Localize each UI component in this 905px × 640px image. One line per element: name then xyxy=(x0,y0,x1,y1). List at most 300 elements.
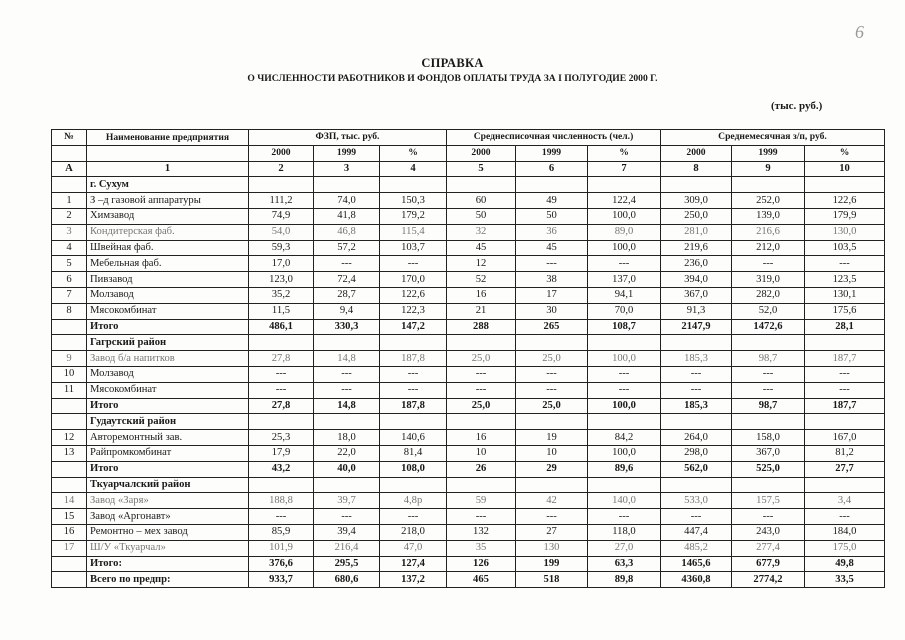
table-row xyxy=(52,382,885,398)
value-cell: 25,0 xyxy=(516,351,588,367)
value-cell: 122,6 xyxy=(805,193,885,209)
table-row xyxy=(52,430,885,446)
enterprise-name: Кондитерская фаб. xyxy=(87,224,249,240)
value-cell: 216,6 xyxy=(732,224,805,240)
value-cell: 123,0 xyxy=(249,272,314,288)
row-number: 9 xyxy=(52,351,87,367)
value-cell: 10 xyxy=(516,445,588,461)
enterprise-name: Итого xyxy=(87,461,249,477)
value-cell: --- xyxy=(516,366,588,382)
total-row xyxy=(52,398,885,414)
value-cell: --- xyxy=(588,256,661,272)
value-cell: --- xyxy=(516,382,588,398)
value-cell: 1472,6 xyxy=(732,319,805,335)
value-cell: 17 xyxy=(516,287,588,303)
row-number: 13 xyxy=(52,445,87,461)
value-cell: 130,0 xyxy=(805,224,885,240)
value-cell: 167,0 xyxy=(805,430,885,446)
enterprise-name: Пивзавод xyxy=(87,272,249,288)
section-row xyxy=(52,477,885,493)
value-cell: 486,1 xyxy=(249,319,314,335)
value-cell: 137,0 xyxy=(588,272,661,288)
value-cell: 28,7 xyxy=(314,287,380,303)
value-cell: 123,5 xyxy=(805,272,885,288)
value-cell: 140,6 xyxy=(380,430,447,446)
value-cell: 29 xyxy=(516,461,588,477)
value-cell: 933,7 xyxy=(249,572,314,588)
value-cell: 367,0 xyxy=(661,287,732,303)
value-cell: 45 xyxy=(447,240,516,256)
value-cell: --- xyxy=(661,509,732,525)
corner-mark: 6 xyxy=(855,22,864,42)
value-cell: 89,0 xyxy=(588,224,661,240)
value-cell: 309,0 xyxy=(661,193,732,209)
header-fzp: ФЗП, тыс. руб. xyxy=(249,130,447,146)
value-cell: 22,0 xyxy=(314,445,380,461)
value-cell: 59 xyxy=(447,493,516,509)
value-cell: 16 xyxy=(447,287,516,303)
value-cell: 81,2 xyxy=(805,445,885,461)
value-cell: 140,0 xyxy=(588,493,661,509)
value-cell: 199 xyxy=(516,556,588,572)
value-cell: 27 xyxy=(516,524,588,540)
value-cell: 179,9 xyxy=(805,208,885,224)
header-headcount: Среднесписочная численность (чел.) xyxy=(447,130,661,146)
value-cell: 25,0 xyxy=(516,398,588,414)
value-cell: 28,1 xyxy=(805,319,885,335)
value-cell: 14,8 xyxy=(314,351,380,367)
value-cell: 100,0 xyxy=(588,445,661,461)
header-name: Наименование предприятия xyxy=(87,130,249,146)
value-cell: --- xyxy=(805,256,885,272)
total-row xyxy=(52,461,885,477)
page-subtitle: О ЧИСЛЕННОСТИ РАБОТНИКОВ И ФОНДОВ ОПЛАТЫ ТРУДА ЗА I ПОЛУГОДИЕ 2000 Г. xyxy=(247,73,658,84)
value-cell: 179,2 xyxy=(380,208,447,224)
value-cell: 21 xyxy=(447,303,516,319)
value-cell: 147,2 xyxy=(380,319,447,335)
value-cell: --- xyxy=(805,366,885,382)
value-cell: 175,0 xyxy=(805,540,885,556)
value-cell: 52,0 xyxy=(732,303,805,319)
value-cell: 157,5 xyxy=(732,493,805,509)
page-title: СПРАВКА xyxy=(421,56,484,70)
value-cell: 30 xyxy=(516,303,588,319)
table-row xyxy=(52,303,885,319)
value-cell: 122,4 xyxy=(588,193,661,209)
column-number-row xyxy=(52,161,885,177)
report-table xyxy=(51,129,885,588)
row-number: 16 xyxy=(52,524,87,540)
header-year-cell: % xyxy=(805,145,885,161)
value-cell: 252,0 xyxy=(732,193,805,209)
value-cell: 46,8 xyxy=(314,224,380,240)
table-row xyxy=(52,240,885,256)
table-row xyxy=(52,256,885,272)
enterprise-name: Ремонтно – мех завод xyxy=(87,524,249,540)
header-year-cell: 1999 xyxy=(516,145,588,161)
value-cell: 27,8 xyxy=(249,398,314,414)
enterprise-name: Завод «Аргонавт» xyxy=(87,509,249,525)
value-cell: 84,2 xyxy=(588,430,661,446)
value-cell: 264,0 xyxy=(661,430,732,446)
value-cell: --- xyxy=(249,382,314,398)
row-number: 1 xyxy=(52,193,87,209)
value-cell: 27,7 xyxy=(805,461,885,477)
value-cell: 25,0 xyxy=(447,398,516,414)
value-cell: 100,0 xyxy=(588,208,661,224)
row-number xyxy=(52,398,87,414)
table-row xyxy=(52,272,885,288)
value-cell: 19 xyxy=(516,430,588,446)
report-body xyxy=(52,161,885,588)
row-number: 10 xyxy=(52,366,87,382)
value-cell: 2147,9 xyxy=(661,319,732,335)
enterprise-name: Всего по предпр: xyxy=(87,572,249,588)
value-cell: 10 xyxy=(447,445,516,461)
header-year-cell: 1999 xyxy=(314,145,380,161)
row-number: 14 xyxy=(52,493,87,509)
value-cell: 562,0 xyxy=(661,461,732,477)
value-cell: 63,3 xyxy=(588,556,661,572)
value-cell: --- xyxy=(588,382,661,398)
value-cell: 100,0 xyxy=(588,351,661,367)
enterprise-name: Химзавод xyxy=(87,208,249,224)
value-cell: 103,5 xyxy=(805,240,885,256)
value-cell: 91,3 xyxy=(661,303,732,319)
value-cell: 250,0 xyxy=(661,208,732,224)
enterprise-name: Швейная фаб. xyxy=(87,240,249,256)
value-cell: --- xyxy=(661,366,732,382)
header-salary: Среднемесячная з/п, руб. xyxy=(661,130,885,146)
value-cell: --- xyxy=(588,509,661,525)
value-cell: 111,2 xyxy=(249,193,314,209)
section-name: Гудаутский район xyxy=(87,414,249,430)
enterprise-name: Мясокомбинат xyxy=(87,382,249,398)
row-number: 4 xyxy=(52,240,87,256)
row-number: 2 xyxy=(52,208,87,224)
header-year-cell: 1999 xyxy=(732,145,805,161)
value-cell: 376,6 xyxy=(249,556,314,572)
value-cell: 89,8 xyxy=(588,572,661,588)
table-row xyxy=(52,524,885,540)
value-cell: 33,5 xyxy=(805,572,885,588)
value-cell: 94,1 xyxy=(588,287,661,303)
value-cell: --- xyxy=(732,509,805,525)
value-cell: --- xyxy=(732,256,805,272)
value-cell: --- xyxy=(516,256,588,272)
value-cell: --- xyxy=(732,366,805,382)
row-number xyxy=(52,319,87,335)
value-cell: 18,0 xyxy=(314,430,380,446)
value-cell: 187,7 xyxy=(805,351,885,367)
value-cell: 218,0 xyxy=(380,524,447,540)
value-cell: 50 xyxy=(516,208,588,224)
value-cell: 298,0 xyxy=(661,445,732,461)
value-cell: 45 xyxy=(516,240,588,256)
enterprise-name: Молзавод xyxy=(87,287,249,303)
row-number xyxy=(52,572,87,588)
enterprise-name: Молзавод xyxy=(87,366,249,382)
column-number-cell: 7 xyxy=(588,161,661,177)
value-cell: --- xyxy=(588,366,661,382)
total-row xyxy=(52,572,885,588)
value-cell: 60 xyxy=(447,193,516,209)
value-cell: --- xyxy=(447,382,516,398)
value-cell: 27,8 xyxy=(249,351,314,367)
value-cell: 70,0 xyxy=(588,303,661,319)
value-cell: 465 xyxy=(447,572,516,588)
value-cell: 4,8р xyxy=(380,493,447,509)
value-cell: 4360,8 xyxy=(661,572,732,588)
header-year-cell: 2000 xyxy=(447,145,516,161)
value-cell: 132 xyxy=(447,524,516,540)
column-number-cell: 3 xyxy=(314,161,380,177)
value-cell: 43,2 xyxy=(249,461,314,477)
value-cell: 49 xyxy=(516,193,588,209)
value-cell: 118,0 xyxy=(588,524,661,540)
value-cell: 38 xyxy=(516,272,588,288)
table-row xyxy=(52,540,885,556)
value-cell: 85,9 xyxy=(249,524,314,540)
value-cell: 26 xyxy=(447,461,516,477)
value-cell: --- xyxy=(249,366,314,382)
value-cell: --- xyxy=(661,382,732,398)
column-number-cell: 5 xyxy=(447,161,516,177)
header-year-cell: % xyxy=(380,145,447,161)
value-cell: 25,3 xyxy=(249,430,314,446)
value-cell: 216,4 xyxy=(314,540,380,556)
value-cell: --- xyxy=(314,256,380,272)
value-cell: 319,0 xyxy=(732,272,805,288)
value-cell: 187,8 xyxy=(380,398,447,414)
row-number: 3 xyxy=(52,224,87,240)
value-cell: --- xyxy=(516,509,588,525)
value-cell: 367,0 xyxy=(732,445,805,461)
column-number-cell: 2 xyxy=(249,161,314,177)
value-cell: 184,0 xyxy=(805,524,885,540)
value-cell: 40,0 xyxy=(314,461,380,477)
table-row xyxy=(52,493,885,509)
value-cell: 150,3 xyxy=(380,193,447,209)
value-cell: 103,7 xyxy=(380,240,447,256)
value-cell: --- xyxy=(380,366,447,382)
value-cell: 525,0 xyxy=(732,461,805,477)
value-cell: 265 xyxy=(516,319,588,335)
value-cell: 81,4 xyxy=(380,445,447,461)
value-cell: 219,6 xyxy=(661,240,732,256)
column-number-cell: 10 xyxy=(805,161,885,177)
value-cell: 330,3 xyxy=(314,319,380,335)
value-cell: 1465,6 xyxy=(661,556,732,572)
value-cell: 188,8 xyxy=(249,493,314,509)
section-row xyxy=(52,335,885,351)
column-number-cell: 9 xyxy=(732,161,805,177)
row-number xyxy=(52,461,87,477)
column-number-cell: 1 xyxy=(87,161,249,177)
enterprise-name: Завод «Заря» xyxy=(87,493,249,509)
value-cell: 447,4 xyxy=(661,524,732,540)
value-cell: --- xyxy=(447,366,516,382)
value-cell: 236,0 xyxy=(661,256,732,272)
value-cell: 74,9 xyxy=(249,208,314,224)
value-cell: 485,2 xyxy=(661,540,732,556)
column-number-cell: 4 xyxy=(380,161,447,177)
value-cell: 137,2 xyxy=(380,572,447,588)
value-cell: 14,8 xyxy=(314,398,380,414)
table-row xyxy=(52,351,885,367)
enterprise-name: Ш/У «Ткуарчал» xyxy=(87,540,249,556)
header-num: № xyxy=(52,130,87,146)
row-number: 7 xyxy=(52,287,87,303)
value-cell: 42 xyxy=(516,493,588,509)
value-cell: 394,0 xyxy=(661,272,732,288)
table-row xyxy=(52,287,885,303)
value-cell: 39,7 xyxy=(314,493,380,509)
value-cell: 50 xyxy=(447,208,516,224)
table-row xyxy=(52,445,885,461)
enterprise-name: Итого xyxy=(87,319,249,335)
value-cell: 170,0 xyxy=(380,272,447,288)
column-number-cell: 8 xyxy=(661,161,732,177)
table-row xyxy=(52,509,885,525)
value-cell: --- xyxy=(314,366,380,382)
value-cell: 35,2 xyxy=(249,287,314,303)
value-cell: 122,6 xyxy=(380,287,447,303)
enterprise-name: З –д газовой аппаратуры xyxy=(87,193,249,209)
value-cell: --- xyxy=(805,382,885,398)
section-name: Гагрский район xyxy=(87,335,249,351)
value-cell: 25,0 xyxy=(447,351,516,367)
header-years-row xyxy=(52,145,885,161)
enterprise-name: Мясокомбинат xyxy=(87,303,249,319)
row-number: 15 xyxy=(52,509,87,525)
value-cell: 187,7 xyxy=(805,398,885,414)
row-number: 12 xyxy=(52,430,87,446)
value-cell: 32 xyxy=(447,224,516,240)
value-cell: 185,3 xyxy=(661,398,732,414)
value-cell: 212,0 xyxy=(732,240,805,256)
value-cell: --- xyxy=(249,509,314,525)
value-cell: 533,0 xyxy=(661,493,732,509)
value-cell: 122,3 xyxy=(380,303,447,319)
value-cell: --- xyxy=(380,509,447,525)
table-row xyxy=(52,224,885,240)
value-cell: 243,0 xyxy=(732,524,805,540)
value-cell: 187,8 xyxy=(380,351,447,367)
value-cell: 98,7 xyxy=(732,351,805,367)
value-cell: 100,0 xyxy=(588,398,661,414)
header-year-cell: % xyxy=(588,145,661,161)
value-cell: 47,0 xyxy=(380,540,447,556)
value-cell: 39,4 xyxy=(314,524,380,540)
enterprise-name: Итого xyxy=(87,398,249,414)
value-cell: 16 xyxy=(447,430,516,446)
value-cell: --- xyxy=(314,509,380,525)
value-cell: 158,0 xyxy=(732,430,805,446)
enterprise-name: Итого: xyxy=(87,556,249,572)
table-row xyxy=(52,208,885,224)
value-cell: 126 xyxy=(447,556,516,572)
value-cell: 72,4 xyxy=(314,272,380,288)
value-cell: 17,0 xyxy=(249,256,314,272)
section-row xyxy=(52,414,885,430)
value-cell: 130,1 xyxy=(805,287,885,303)
value-cell: 52 xyxy=(447,272,516,288)
row-number: 6 xyxy=(52,272,87,288)
value-cell: 127,4 xyxy=(380,556,447,572)
value-cell: 36 xyxy=(516,224,588,240)
section-row xyxy=(52,177,885,193)
currency-note: (тыс. руб.) xyxy=(771,100,823,112)
value-cell: 680,6 xyxy=(314,572,380,588)
enterprise-name: Завод б/а напитков xyxy=(87,351,249,367)
value-cell: 27,0 xyxy=(588,540,661,556)
value-cell: 9,4 xyxy=(314,303,380,319)
row-number: 8 xyxy=(52,303,87,319)
enterprise-name: Авторемонтный зав. xyxy=(87,430,249,446)
value-cell: 41,8 xyxy=(314,208,380,224)
column-number-cell: А xyxy=(52,161,87,177)
table-row xyxy=(52,193,885,209)
header-year-cell: 2000 xyxy=(249,145,314,161)
value-cell: 175,6 xyxy=(805,303,885,319)
value-cell: --- xyxy=(380,256,447,272)
table-row xyxy=(52,366,885,382)
section-name: Ткуарчалский район xyxy=(87,477,249,493)
value-cell: 98,7 xyxy=(732,398,805,414)
value-cell: 288 xyxy=(447,319,516,335)
value-cell: 677,9 xyxy=(732,556,805,572)
column-number-cell: 6 xyxy=(516,161,588,177)
value-cell: 518 xyxy=(516,572,588,588)
enterprise-name: Мебельная фаб. xyxy=(87,256,249,272)
row-number: 11 xyxy=(52,382,87,398)
row-number: 17 xyxy=(52,540,87,556)
value-cell: --- xyxy=(314,382,380,398)
value-cell: 108,7 xyxy=(588,319,661,335)
value-cell: 89,6 xyxy=(588,461,661,477)
value-cell: 49,8 xyxy=(805,556,885,572)
row-number: 5 xyxy=(52,256,87,272)
row-number xyxy=(52,556,87,572)
value-cell: 277,4 xyxy=(732,540,805,556)
value-cell: 2774,2 xyxy=(732,572,805,588)
value-cell: --- xyxy=(732,382,805,398)
value-cell: 74,0 xyxy=(314,193,380,209)
value-cell: --- xyxy=(447,509,516,525)
value-cell: 108,0 xyxy=(380,461,447,477)
header-year-cell: 2000 xyxy=(661,145,732,161)
enterprise-name: Райпромкомбинат xyxy=(87,445,249,461)
value-cell: 185,3 xyxy=(661,351,732,367)
total-row xyxy=(52,556,885,572)
total-row xyxy=(52,319,885,335)
value-cell: 12 xyxy=(447,256,516,272)
value-cell: 115,4 xyxy=(380,224,447,240)
value-cell: --- xyxy=(805,509,885,525)
value-cell: --- xyxy=(380,382,447,398)
value-cell: 281,0 xyxy=(661,224,732,240)
value-cell: 139,0 xyxy=(732,208,805,224)
value-cell: 57,2 xyxy=(314,240,380,256)
value-cell: 3,4 xyxy=(805,493,885,509)
value-cell: 11,5 xyxy=(249,303,314,319)
value-cell: 35 xyxy=(447,540,516,556)
section-name: г. Сухум xyxy=(87,177,249,193)
value-cell: 100,0 xyxy=(588,240,661,256)
value-cell: 282,0 xyxy=(732,287,805,303)
value-cell: 130 xyxy=(516,540,588,556)
